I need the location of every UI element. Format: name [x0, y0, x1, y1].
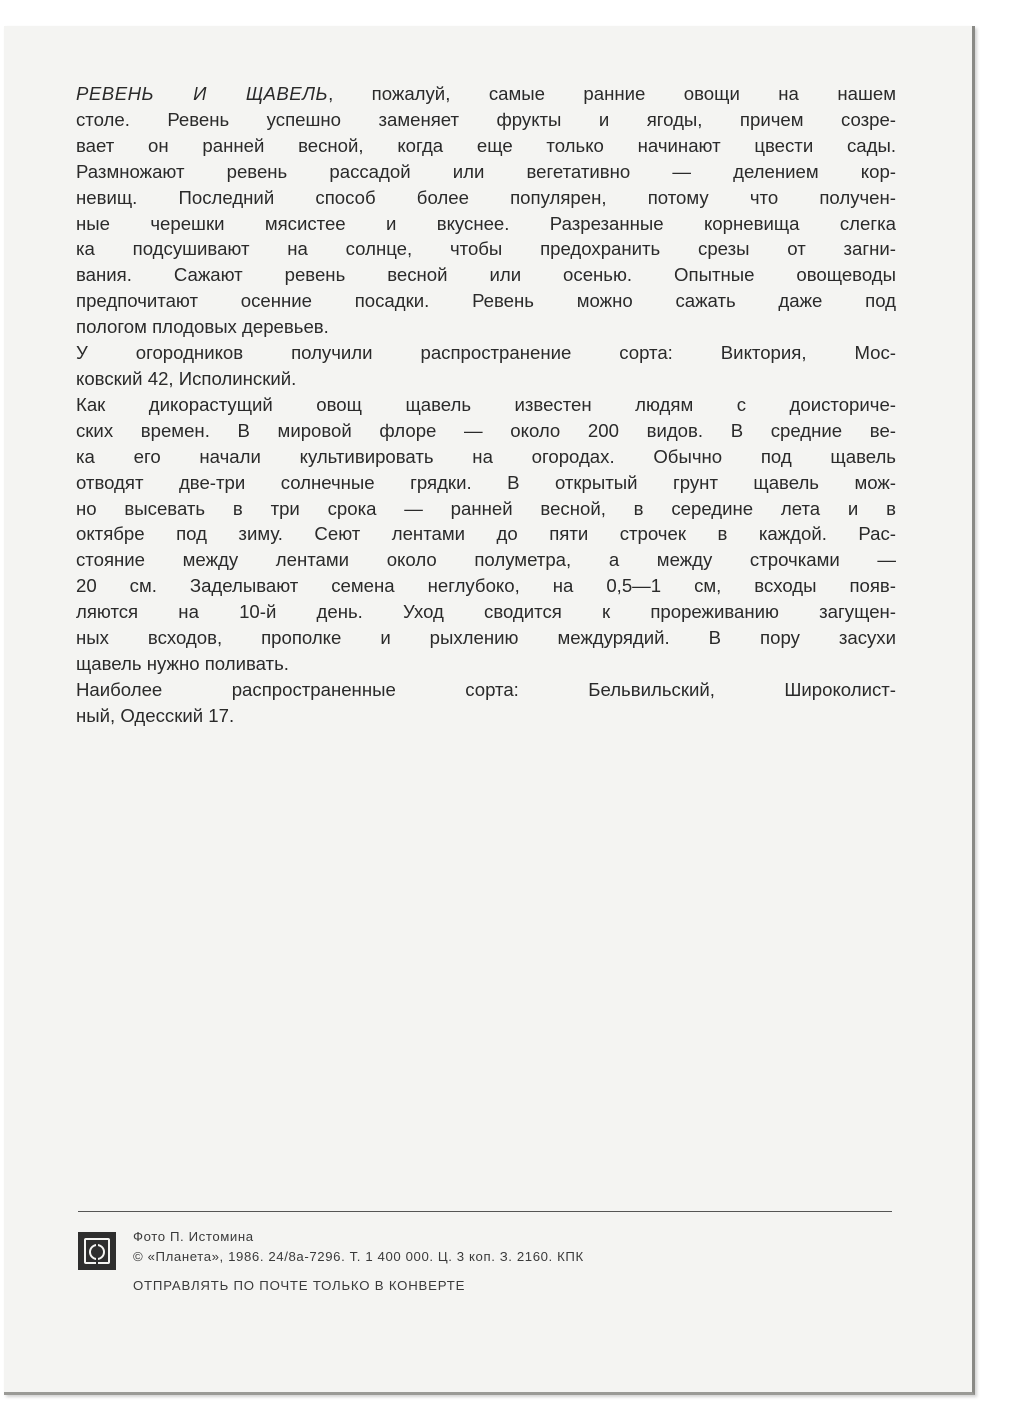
article-title: РЕВЕНЬ И ЩАВЕЛЬ	[76, 83, 329, 104]
text-line: ка его начали культивировать на огородах. Обычно под щавель	[76, 445, 896, 467]
text-line: ляются на 10-й день. Уход сводится к прореживанию загущен-	[76, 601, 896, 623]
article-text	[76, 81, 896, 729]
text-line: отводят две-три солнечные грядки. В открытый грунт щавель мож-	[76, 471, 896, 493]
footer-divider	[78, 1211, 892, 1212]
text-line: ка подсушивают на солнце, чтобы предохранить срезы от загни-	[76, 238, 896, 260]
text-line: ных всходов, прополке и рыхлению междурядий. В пору засухи	[76, 627, 896, 649]
text-line: ских времен. В мировой флоре — около 200 видов. В средние ве-	[76, 419, 896, 441]
logo-bar	[96, 1244, 98, 1264]
text-line: но высевать в три срока — ранней весной, в середине лета и в	[76, 497, 896, 519]
text-line: 20 см. Заделывают семена неглубоко, на 0,5—1 см, всходы появ-	[76, 575, 896, 597]
text-line: Наиболее распространенные сорта: Бельвильский, Широколист-	[76, 678, 896, 700]
paragraph-sorrel-varieties	[76, 677, 896, 729]
text-line: У огородников получили распространение сорта: Виктория, Мос-	[76, 342, 896, 364]
paragraph-rhubarb-varieties	[76, 340, 896, 392]
text-line: октябре под зиму. Сеют лентами до пяти строчек в каждой. Рас-	[76, 523, 896, 545]
credits-block	[133, 1227, 584, 1267]
text-line: Как дикорастущий овощ щавель известен людям с доисториче-	[76, 393, 896, 415]
text-line: пологом плодовых деревьев.	[76, 316, 329, 338]
text-line: предпочитают осенние посадки. Ревень можно сажать даже под	[76, 290, 896, 312]
planeta-logo-icon	[78, 1232, 116, 1270]
text-line: ные черешки мясистее и вкуснее. Разрезанные корневища слегка	[76, 212, 896, 234]
paragraph-sorrel	[76, 392, 896, 677]
text-line: ный, Одесский 17.	[76, 704, 235, 726]
photo-credit: Фото П. Истомина	[133, 1229, 254, 1244]
text-line: РЕВЕНЬ И ЩАВЕЛЬ, пожалуй, самые ранние овощи на нашем	[76, 83, 896, 104]
text-line: щавель нужно поливать.	[76, 652, 289, 674]
text-line: столе. Ревень успешно заменяет фрукты и ягоды, причем созре-	[76, 108, 896, 130]
text-line: вает он ранней весной, когда еще только начинают цвести сады.	[76, 134, 896, 156]
text-line: невищ. Последний способ более популярен, потому что получен-	[76, 186, 896, 208]
text-line: вания. Сажают ревень весной или осенью. Опытные овощеводы	[76, 264, 896, 286]
paragraph-rhubarb	[76, 81, 896, 340]
text-line: Размножают ревень рассадой или вегетативно — делением кор-	[76, 160, 896, 182]
mailing-note: ОТПРАВЛЯТЬ ПО ПОЧТЕ ТОЛЬКО В КОНВЕРТЕ	[133, 1278, 466, 1293]
publisher-line: © «Планета», 1986. 24/8а-7296. Т. 1 400 000. Ц. 3 коп. З. 2160. КПК	[133, 1249, 584, 1264]
text-line: ковский 42, Исполинский.	[76, 367, 297, 389]
text-line: стояние между лентами около полуметра, а между строчками —	[76, 549, 896, 571]
